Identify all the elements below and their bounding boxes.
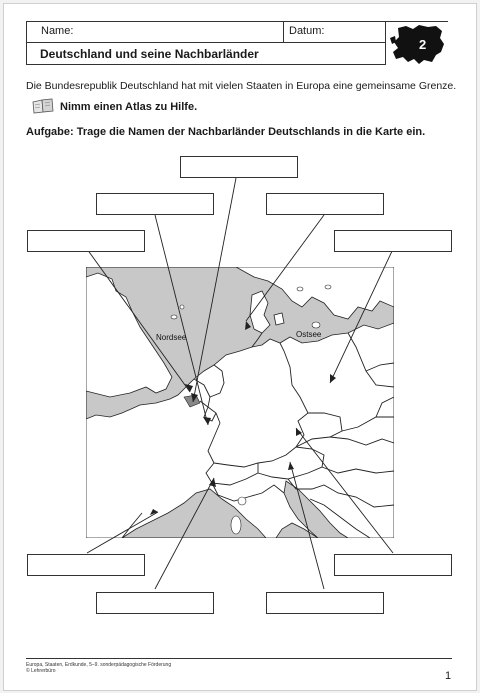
answer-box-poland[interactable] bbox=[334, 230, 452, 252]
badge-number: 2 bbox=[419, 37, 427, 52]
answer-box-czech[interactable] bbox=[334, 554, 452, 576]
atlas-icon bbox=[32, 98, 54, 114]
footer-line-2: © Lehrerbüro bbox=[26, 668, 56, 674]
footer-line-1: Europa, Staaten, Erdkunde, 5–9. sonderpädagogische Förderung bbox=[26, 662, 172, 668]
intro-text: Die Bundesrepublik Deutschland hat mit vielen Staaten in Europa eine gemeinsame Grenze. bbox=[26, 80, 457, 92]
answer-box-switzerland[interactable] bbox=[96, 592, 214, 614]
header-table bbox=[26, 21, 386, 65]
name-label: Name: bbox=[41, 25, 74, 37]
footer-text bbox=[26, 662, 171, 674]
answer-box-austria[interactable] bbox=[266, 592, 384, 614]
task-text: Aufgabe: Trage die Namen der Nachbarländer Deutschlands in die Karte ein. bbox=[26, 126, 426, 138]
ostsee-label: Ostsee bbox=[296, 330, 322, 339]
atlas-hint: Nimm einen Atlas zu Hilfe. bbox=[60, 101, 198, 113]
header-row bbox=[27, 22, 385, 43]
nordsee-label: Nordsee bbox=[156, 333, 187, 342]
worksheet-title: Deutschland und seine Nachbarländer bbox=[40, 47, 259, 61]
europe-map-icon bbox=[386, 22, 448, 66]
footer-rule bbox=[26, 658, 452, 659]
danish-island bbox=[274, 313, 284, 325]
answer-box-denmark[interactable] bbox=[180, 156, 298, 178]
page-number: 1 bbox=[445, 670, 452, 682]
date-label: Datum: bbox=[289, 25, 325, 37]
header-divider bbox=[283, 22, 284, 42]
answer-box-north-east[interactable] bbox=[266, 193, 384, 215]
europe-badge bbox=[386, 21, 448, 65]
europe-map bbox=[86, 267, 394, 538]
answer-box-belgium-netherlands[interactable] bbox=[96, 193, 214, 215]
answer-box-west[interactable] bbox=[27, 230, 145, 252]
answer-box-france[interactable] bbox=[27, 554, 145, 576]
